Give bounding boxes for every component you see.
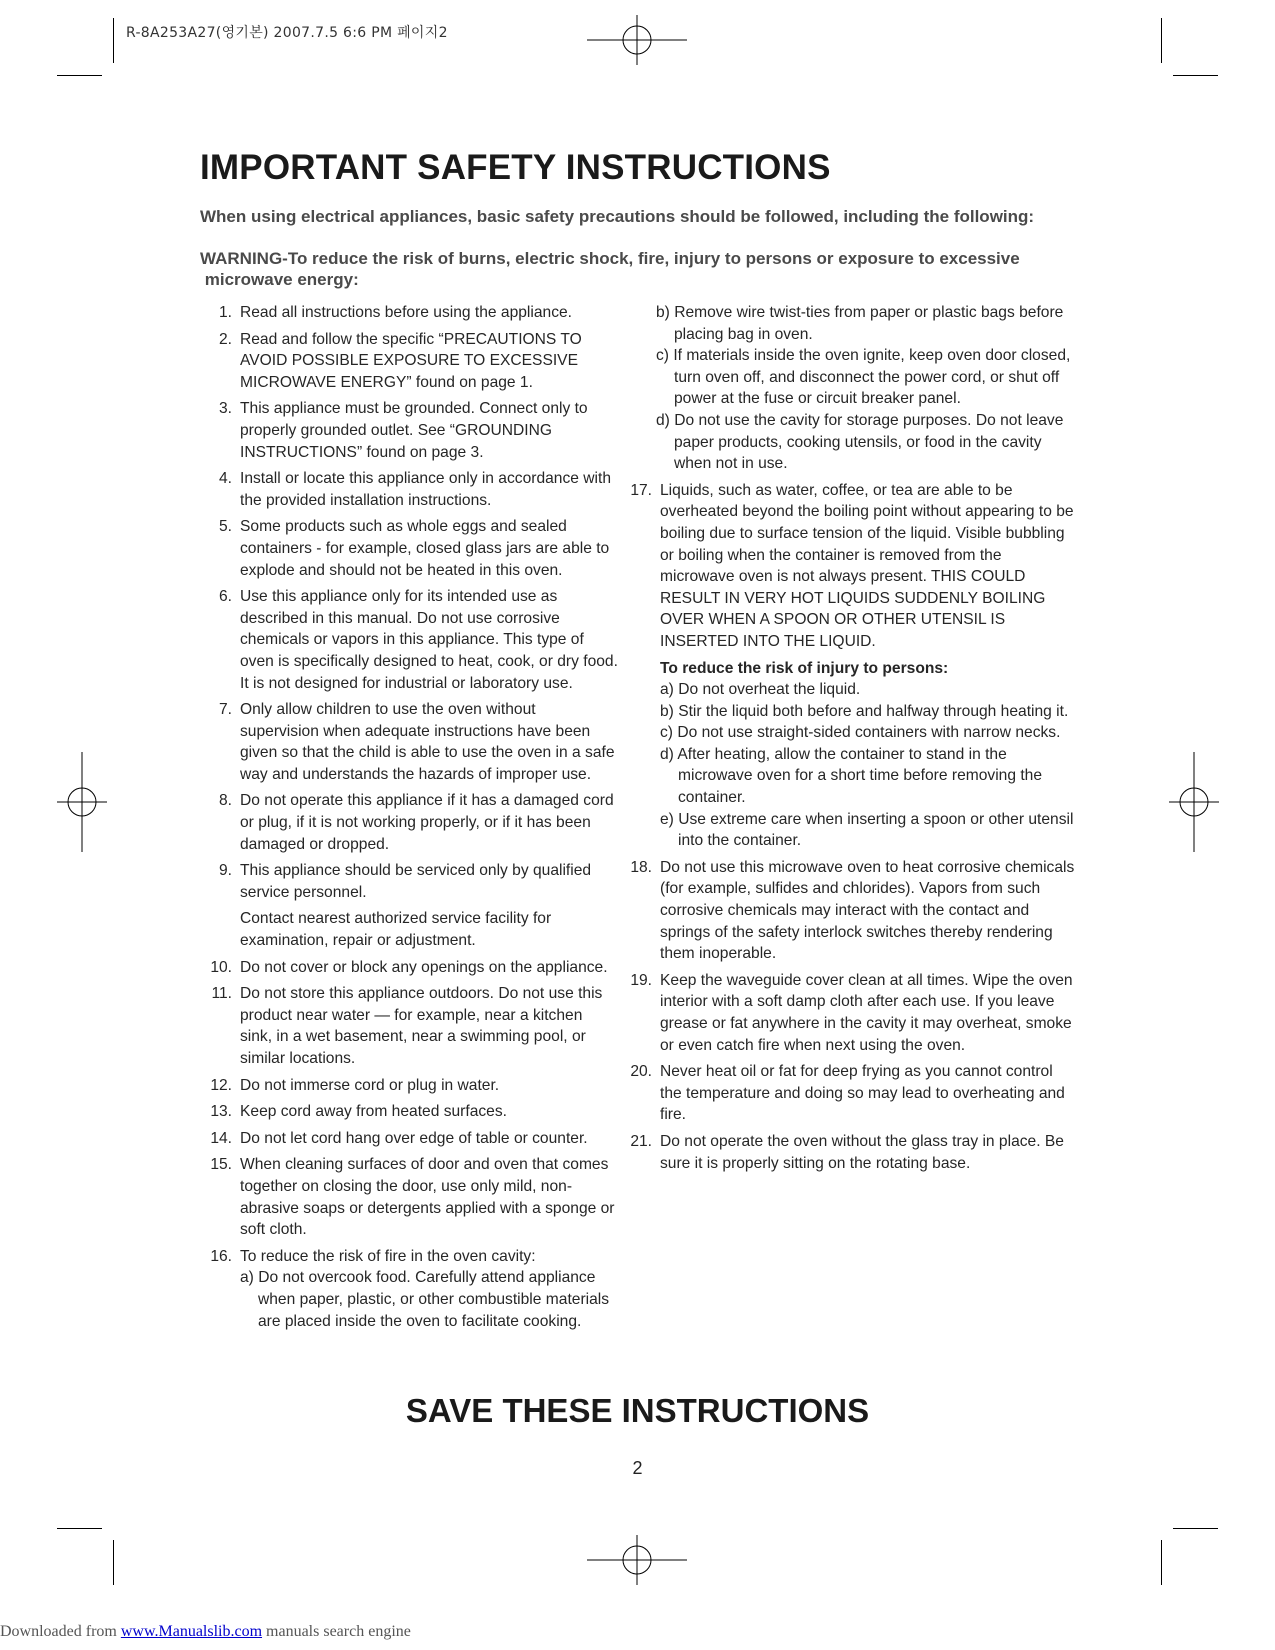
intro-text: When using electrical appliances, basic safety precautions should be followed, including the following: (200, 207, 1035, 226)
item-text: Liquids, such as water, coffee, or tea are able to be overheated beyond the boiling point without appearing to be boiling due to surface tension of the liquid. Visible bubbling or boiling when the container is removed from the microwave oven is not always present. THIS COULD RESULT IN VERY HOT LIQUIDS SUDDENLY BOILING OVER WHEN A SPOON OR OTHER UTENSIL IS INSERTED INTO THE LIQUID. (660, 481, 1074, 650)
sub-heading: To reduce the risk of injury to persons: (660, 659, 949, 677)
list-item: 1. Read all instructions before using the appliance. (218, 304, 573, 321)
list-item: 14. Do not let cord hang over edge of table or counter. (210, 1129, 588, 1147)
crop-mark (57, 75, 102, 76)
footer-suffix: manuals search engine (262, 1623, 411, 1640)
list-item: 7. Only allow children to use the oven without supervision when adequate instructions have been given so that the child is able to use the oven in a safe way and understands the hazards of improper use. (218, 701, 615, 783)
crop-mark (57, 1528, 102, 1529)
registration-mark-icon (32, 752, 132, 852)
registration-mark-icon (587, 1510, 687, 1610)
page-number: 2 (632, 1458, 643, 1478)
crop-mark (113, 1540, 114, 1585)
crop-mark (1173, 1528, 1218, 1529)
crop-mark (1173, 75, 1218, 76)
crop-mark (1161, 1540, 1162, 1585)
sub-item: c) Do not use straight-sided containers with narrow necks. (660, 724, 1061, 742)
manualslib-link[interactable]: www.Manualslib.com (120, 1623, 263, 1640)
list-item: 18. Do not use this microwave oven to heat corrosive chemicals (for example, sulfides and chlorides). Vapors from such corrosive chemicals may interact with the contact and springs of the safety interlock switches thereby rendering them inoperable. (630, 858, 1075, 963)
list-item: 10. Do not cover or block any openings on the appliance. (210, 958, 608, 976)
list-item: 20. Never heat oil or fat for deep frying as you cannot control the temperature and doing so may lead to overheating and fire. (630, 1063, 1065, 1124)
list-item: 17. Liquids, such as water, coffee, or tea are able to be overheated beyond the boiling point without appearing to be boiling due to surface tension of the liquid. Visible bubbling or boiling when the container is removed from the microwave oven is not always present. THIS COULD RESULT IN VERY HOT LIQUIDS SUDDENLY BOILING OVER WHEN A SPOON OR OTHER UTENSIL IS INSERTED INTO THE LIQUID. To reduce the risk of injury to persons: a) Do not overheat the liquid. b) Stir the liquid both before and halfway through heating it. c) Do not use straight-sided containers with narrow necks. d) After heating, allow the container to stand in the microwave oven for a short time before removing the container. e) Use extreme care when inserting a spoon or other utensil into the container. (622, 480, 1076, 852)
registration-mark-icon (587, 0, 687, 90)
item-text: Contact nearest authorized service facility for examination, repair or adjustment. (240, 910, 552, 950)
warning-line-1: WARNING-To reduce the risk of burns, electric shock, fire, injury to persons or exposure to excessive (200, 249, 1020, 268)
list-item: 16. To reduce the risk of fire in the oven cavity: a) Do not overcook food. Carefully attend appliance when paper, plastic, or other combustible materials are placed inside the oven to facilitate cooking. (198, 1246, 618, 1332)
list-item: 21. Do not operate the oven without the glass tray in place. Be sure it is properly sitting on the rotating base. (630, 1132, 1064, 1172)
list-item: 3. This appliance must be grounded. Connect only to properly grounded outlet. See “GROUNDING INSTRUCTIONS” found on page 3. (218, 400, 588, 461)
registration-mark-icon (1144, 752, 1244, 852)
crop-mark (1161, 18, 1162, 63)
download-footer (0, 1623, 411, 1641)
list-item: 5. Some products such as whole eggs and sealed containers - for example, closed glass jars are able to explode and should not be heated in this oven. (218, 518, 610, 579)
instructions-left-column (198, 302, 618, 1337)
sub-item: d) After heating, allow the container to stand in the microwave oven for a short time before removing the container. (660, 745, 1043, 807)
save-instructions-heading: SAVE THESE INSTRUCTIONS (405, 1392, 870, 1429)
warning-text (200, 248, 1080, 290)
list-item: 2. Read and follow the specific “PRECAUTIONS TO AVOID POSSIBLE EXPOSURE TO EXCESSIVE MICROWAVE ENERGY” found on page 1. (218, 330, 582, 391)
instructions-right-column (630, 302, 1076, 1179)
sub-item: e) Use extreme care when inserting a spoon or other utensil into the container. (660, 810, 1074, 850)
sub-item: d) Do not use the cavity for storage purposes. Do not leave paper products, cooking utensils, or food in the cavity when not in use. (656, 411, 1064, 473)
item-text: To reduce the risk of fire in the oven cavity: (240, 1247, 536, 1265)
list-item: 15. When cleaning surfaces of door and oven that comes together on closing the door, use only mild, non-abrasive soaps or detergents applied with a sponge or soft cloth. (210, 1156, 615, 1239)
item-text: This appliance should be serviced only by qualified service personnel. (240, 862, 592, 901)
list-item: 19. Keep the waveguide cover clean at all times. Wipe the oven interior with a soft damp cloth after each use. If you leave grease or fat anywhere in the cavity it may overheat, smoke or even catch fire when next using the oven. (630, 971, 1073, 1054)
list-item: 4. Install or locate this appliance only in accordance with the provided installation instructions. (218, 470, 611, 509)
print-slug: R-8A253A27(영기본) 2007.7.5 6:6 PM 페이지2 (126, 25, 448, 41)
list-item: 9. This appliance should be serviced only by qualified service personnel. Contact nearest authorized service facility for examination, repair or adjustment. (198, 860, 618, 951)
list-item: 12. Do not immerse cord or plug in water. (210, 1076, 500, 1094)
sub-item: a) Do not overcook food. Carefully attend appliance when paper, plastic, or other combustible materials are placed inside the oven to facilitate cooking. (240, 1269, 610, 1330)
list-item: 13. Keep cord away from heated surfaces. (210, 1103, 507, 1121)
sub-item: c) If materials inside the oven ignite, keep oven door closed, turn oven off, and disconnect the power cord, or shut off power at the fuse or circuit breaker panel. (656, 347, 1071, 408)
list-item: 11. Do not store this appliance outdoors. Do not use this product near water — for example, near a kitchen sink, in a wet basement, near a swimming pool, or similar locations. (211, 985, 603, 1067)
list-item: 8. Do not operate this appliance if it has a damaged cord or plug, if it is not working properly, or if it has been damaged or dropped. (218, 792, 614, 853)
sub-item: b) Remove wire twist-ties from paper or plastic bags before placing bag in oven. (656, 304, 1064, 343)
footer-prefix: Downloaded from (0, 1623, 121, 1640)
sub-item: a) Do not overheat the liquid. (660, 681, 861, 699)
crop-mark (113, 18, 114, 63)
sub-item: b) Stir the liquid both before and halfway through heating it. (660, 702, 1069, 720)
list-item: 6. Use this appliance only for its intended use as described in this manual. Do not use corrosive chemicals or vapors in this appliance. This type of oven is specifically designed to heat, cook, or dry food. It is not designed for industrial or laboratory use. (218, 588, 618, 692)
warning-line-2: microwave energy: (204, 270, 359, 289)
page-title: IMPORTANT SAFETY INSTRUCTIONS (200, 148, 831, 187)
